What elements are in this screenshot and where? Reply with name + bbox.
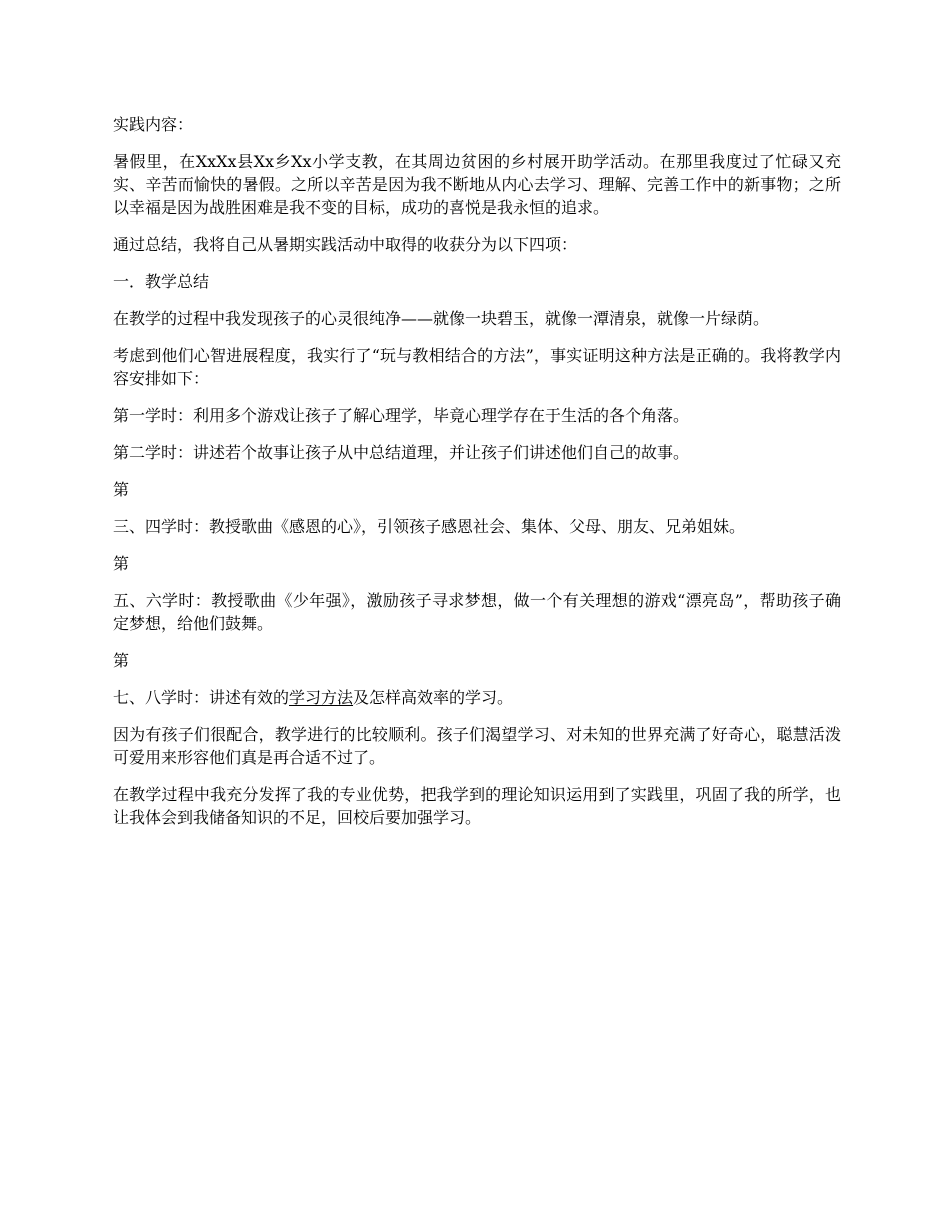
paragraph-fragment-1: 第 [113, 480, 130, 499]
paragraph-lesson-1: 第一学时：利用多个游戏让孩子了解心理学，毕竟心理学存在于生活的各个角落。 [113, 406, 690, 425]
paragraph-method: 考虑到他们心智进展程度，我实行了“玩与教相结合的方法”，事实证明这种方法是正确的。我将教学内容安排如下： [113, 346, 841, 388]
paragraph-fragment-2: 第 [113, 554, 130, 573]
paragraph-children-heart: 在教学的过程中我发现孩子的心灵很纯净——就像一块碧玉，就像一潭清泉，就像一片绿荫。 [113, 309, 770, 328]
paragraph-lesson-2: 第二学时：讲述若个故事让孩子从中总结道理，并让孩子们讲述他们自己的故事。 [113, 443, 690, 462]
paragraph-lesson-7-8 [113, 686, 841, 709]
paragraph-summary-lead: 通过总结，我将自己从暑期实践活动中取得的收获分为以下四项： [113, 235, 578, 254]
lesson-7-8-text-after: 及怎样高效率的学习。 [353, 688, 514, 707]
document-page [113, 113, 841, 843]
section-heading: 实践内容： [113, 115, 194, 134]
paragraph-lesson-5-6: 五、六学时：教授歌曲《少年强》，激励孩子寻求梦想，做一个有关理想的游戏“漂亮岛”，帮助孩子确定梦想，给他们鼓舞。 [113, 591, 841, 633]
paragraph-cooperation: 因为有孩子们很配合，教学进行的比较顺利。孩子们渴望学习、对未知的世界充满了好奇心，聪慧活泼可爱用来形容他们真是再合适不过了。 [113, 725, 841, 767]
lesson-7-8-text-before: 七、八学时：讲述有效的 [113, 688, 290, 707]
paragraph-conclusion: 在教学过程中我充分发挥了我的专业优势，把我学到的理论知识运用到了实践里，巩固了我的所学，也让我体会到我储备知识的不足，回校后要加强学习。 [113, 785, 841, 827]
paragraph-fragment-3: 第 [113, 651, 130, 670]
paragraph-intro: 暑假里，在XxXx县Xx乡Xx小学支教，在其周边贫困的乡村展开助学活动。在那里我度过了忙碌又充实、辛苦而愉快的暑假。之所以辛苦是因为我不断地从内心去学习、理解、完善工作中的新事物；之所以幸福是因为战胜困难是我不变的目标，成功的喜悦是我永恒的追求。 [113, 152, 841, 217]
subsection-heading-teaching: 一．教学总结 [113, 272, 210, 291]
study-method-link[interactable]: 学习方法 [289, 688, 354, 707]
paragraph-lesson-3-4: 三、四学时：教授歌曲《感恩的心》，引领孩子感恩社会、集体、父母、朋友、兄弟姐妹。 [113, 517, 746, 536]
